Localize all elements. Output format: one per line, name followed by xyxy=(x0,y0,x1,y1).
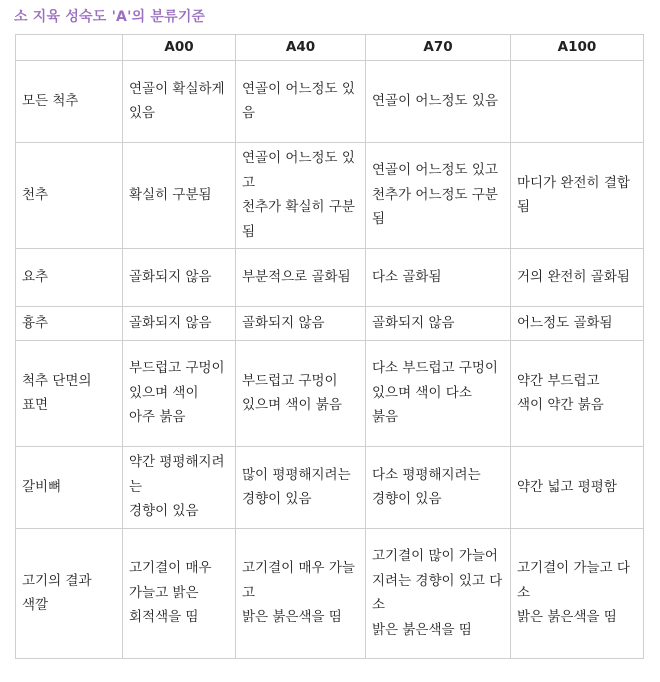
header-cell-a100: A100 xyxy=(511,35,644,61)
table-cell: 골화되지 않음 xyxy=(366,306,511,340)
table-cell: 부드럽고 구멍이 있으며 색이 붉음 xyxy=(236,340,366,446)
table-cell: 어느정도 골화됨 xyxy=(511,306,644,340)
header-cell-a70: A70 xyxy=(366,35,511,61)
row-label: 갈비뼈 xyxy=(16,446,123,528)
page-title: 소 지육 성숙도 'A'의 분류기준 xyxy=(14,9,206,25)
table-cell: 고기결이 매우 가늘고 밝은 붉은색을 띰 xyxy=(236,528,366,658)
table-cell: 마디가 완전히 결합됨 xyxy=(511,142,644,248)
table-cell: 부분적으로 골화됨 xyxy=(236,248,366,306)
table-cell: 다소 골화됨 xyxy=(366,248,511,306)
table-cell: 확실히 구분됨 xyxy=(123,142,236,248)
table-cell: 다소 평평해지려는 경향이 있음 xyxy=(366,446,511,528)
row-label: 흉추 xyxy=(16,306,123,340)
table-row xyxy=(16,528,644,658)
classification-table xyxy=(15,34,644,659)
table-row xyxy=(16,446,644,528)
table-cell: 골화되지 않음 xyxy=(123,248,236,306)
table-row xyxy=(16,340,644,446)
row-label: 천추 xyxy=(16,142,123,248)
table-cell: 연골이 어느정도 있고 천추가 확실히 구분됨 xyxy=(236,142,366,248)
header-cell-a00: A00 xyxy=(123,35,236,61)
row-label: 모든 척추 xyxy=(16,60,123,142)
table-cell: 많이 평평해지려는 경향이 있음 xyxy=(236,446,366,528)
table-cell xyxy=(511,60,644,142)
table-cell: 약간 평평해지려는 경향이 있음 xyxy=(123,446,236,528)
table-cell: 다소 부드럽고 구멍이 있으며 색이 다소 붉음 xyxy=(366,340,511,446)
table-cell: 연골이 어느정도 있고 천추가 어느정도 구분됨 xyxy=(366,142,511,248)
table-row xyxy=(16,248,644,306)
header-row xyxy=(16,35,644,61)
table-cell: 연골이 확실하게 있음 xyxy=(123,60,236,142)
table-cell: 부드럽고 구멍이 있으며 색이 아주 붉음 xyxy=(123,340,236,446)
table-cell: 고기결이 많이 가늘어 지려는 경향이 있고 다소 밝은 붉은색을 띰 xyxy=(366,528,511,658)
table-row xyxy=(16,142,644,248)
header-cell-a40: A40 xyxy=(236,35,366,61)
row-label: 요추 xyxy=(16,248,123,306)
row-label: 척추 단면의 표면 xyxy=(16,340,123,446)
table-row xyxy=(16,306,644,340)
table-cell: 연골이 어느정도 있음 xyxy=(236,60,366,142)
row-label: 고기의 결과 색깔 xyxy=(16,528,123,658)
table-cell: 고기결이 매우 가늘고 밝은 회적색을 띰 xyxy=(123,528,236,658)
table-cell: 골화되지 않음 xyxy=(123,306,236,340)
header-cell-blank xyxy=(16,35,123,61)
table-cell: 골화되지 않음 xyxy=(236,306,366,340)
table-row xyxy=(16,60,644,142)
table-cell: 연골이 어느정도 있음 xyxy=(366,60,511,142)
table-cell: 거의 완전히 골화됨 xyxy=(511,248,644,306)
table-cell: 약간 부드럽고 색이 약간 붉음 xyxy=(511,340,644,446)
table-cell: 고기결이 가늘고 다소 밝은 붉은색을 띰 xyxy=(511,528,644,658)
table-cell: 약간 넓고 평평함 xyxy=(511,446,644,528)
